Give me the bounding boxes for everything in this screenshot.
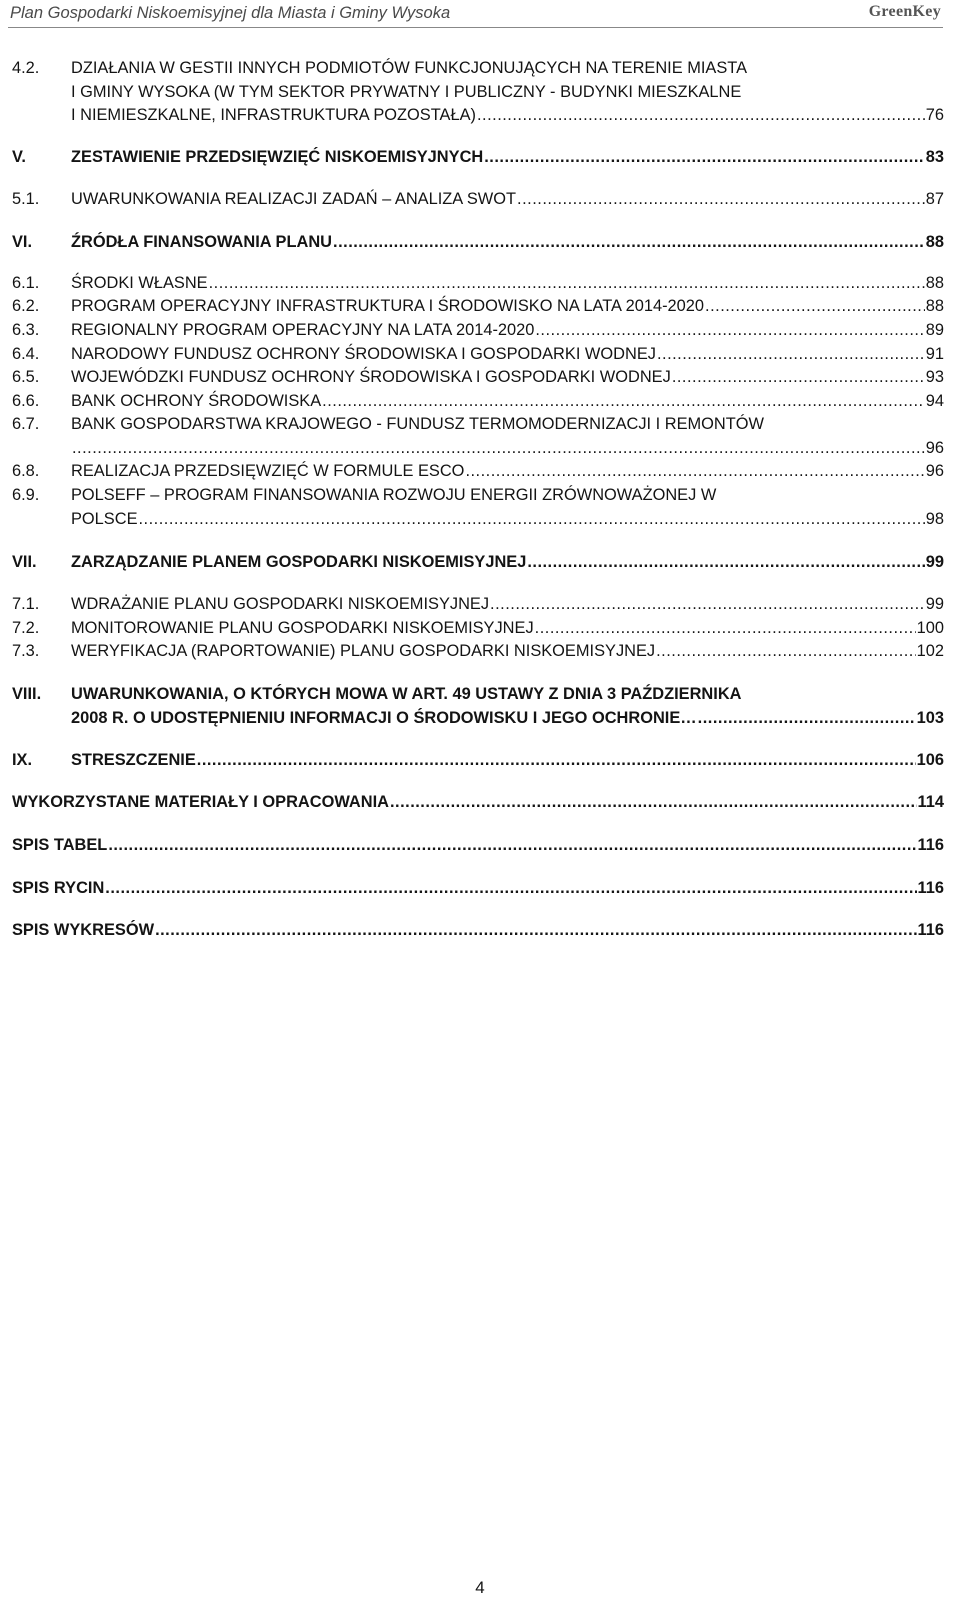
toc-number: 5.1. — [12, 190, 40, 208]
toc-number: 6.6. — [12, 392, 40, 410]
toc-number: 7.1. — [12, 595, 40, 613]
toc-page: 99 — [925, 595, 944, 613]
toc-title-line: UWARUNKOWANIA REALIZACJI ZADAŃ – ANALIZA SWOT — [71, 190, 517, 208]
toc-page: 116 — [917, 921, 944, 939]
toc-number: 7.2. — [12, 619, 40, 637]
toc-page: 93 — [925, 368, 944, 386]
dot-leader — [209, 272, 925, 296]
dot-leader — [490, 593, 925, 617]
toc-title-line: WYKORZYSTANE MATERIAŁY I OPRACOWANIA — [12, 793, 389, 811]
toc-page: 91 — [925, 345, 944, 363]
dot-leader — [698, 707, 916, 731]
toc-title-line: NARODOWY FUNDUSZ OCHRONY ŚRODOWISKA I GOSPODARKI WODNEJ — [71, 345, 656, 363]
toc-page: 88 — [925, 233, 944, 251]
toc-title-line: WDRAŻANIE PLANU GOSPODARKI NISKOEMISYJNEJ — [71, 595, 490, 613]
toc-title-line: UWARUNKOWANIA, O KTÓRYCH MOWA W ART. 49 USTAWY Z DNIA 3 PAŹDZIERNIKA — [71, 685, 742, 703]
toc-number: VI. — [12, 233, 33, 251]
toc-title-line: 2008 R. O UDOSTĘPNIENIU INFORMACJI O ŚRODOWISKU I JEGO OCHRONIE… — [71, 708, 697, 727]
toc-title-line: REGIONALNY PROGRAM OPERACYJNY NA LATA 2014-2020 — [71, 321, 535, 339]
dot-leader — [477, 104, 925, 128]
toc-page: 98 — [925, 509, 944, 528]
toc-title-line: ŹRÓDŁA FINANSOWANIA PLANU — [71, 233, 333, 251]
dot-leader — [197, 749, 916, 773]
dot-leader — [535, 319, 924, 343]
dot-leader — [656, 640, 916, 664]
toc-page: 96 — [925, 438, 944, 457]
toc-title-line: POLSEFF – PROGRAM FINANSOWANIA ROZWOJU ENERGII ZRÓWNOWAŻONEJ W — [71, 486, 717, 504]
toc-page: 76 — [925, 106, 944, 124]
header-title: Plan Gospodarki Niskoemisyjnej dla Miasta i Gminy Wysoka — [10, 4, 451, 22]
toc-number: VII. — [12, 553, 37, 571]
dot-leader — [527, 551, 924, 575]
toc-number: 6.4. — [12, 345, 40, 363]
page-number: 4 — [475, 1578, 485, 1597]
toc-number: 6.8. — [12, 462, 40, 480]
toc-page: 100 — [916, 619, 944, 637]
dot-leader — [108, 834, 916, 858]
toc-page: 88 — [925, 274, 944, 292]
toc-page: 114 — [917, 793, 944, 811]
toc-title-line: WERYFIKACJA (RAPORTOWANIE) PLANU GOSPODARKI NISKOEMISYJNEJ — [71, 642, 656, 660]
toc-page: 88 — [925, 297, 944, 315]
dot-leader — [333, 231, 925, 255]
toc-title-line: POLSCE — [71, 509, 138, 528]
toc-title-line: ZARZĄDZANIE PLANEM GOSPODARKI NISKOEMISYJNEJ — [71, 553, 527, 571]
toc-title-line: REALIZACJA PRZEDSIĘWZIĘĆ W FORMULE ESCO — [71, 462, 465, 480]
toc-page: 103 — [916, 708, 944, 727]
dot-leader — [484, 146, 925, 170]
toc-title-line: DZIAŁANIA W GESTII INNYCH PODMIOTÓW FUNKCJONUJĄCYCH NA TERENIE MIASTA — [71, 59, 748, 77]
toc-page: 96 — [925, 462, 944, 480]
dot-leader — [657, 343, 925, 367]
dot-leader — [517, 188, 925, 212]
toc-page: 102 — [916, 642, 944, 660]
toc-number: V. — [12, 148, 26, 166]
header-divider — [8, 27, 943, 28]
toc-number: 6.2. — [12, 297, 40, 315]
page-header — [8, 0, 943, 32]
toc-number: IX. — [12, 751, 33, 769]
toc-page: 116 — [917, 879, 944, 897]
toc-title-line: MONITOROWANIE PLANU GOSPODARKI NISKOEMISYJNEJ — [71, 619, 534, 637]
dot-leader — [705, 295, 925, 319]
dot-leader — [322, 390, 925, 414]
dot-leader — [105, 877, 916, 901]
greenkey-logo: GreenKey — [868, 3, 941, 20]
dot-leader — [72, 437, 925, 461]
toc-page: 87 — [925, 190, 944, 208]
dot-leader — [139, 508, 925, 532]
dot-leader — [535, 617, 916, 641]
dot-leader — [390, 791, 917, 815]
toc-number: 6.7. — [12, 415, 40, 433]
toc-page: 106 — [916, 751, 944, 769]
dot-leader — [465, 460, 924, 484]
toc-page: 83 — [925, 148, 944, 166]
toc-title-line: WOJEWÓDZKI FUNDUSZ OCHRONY ŚRODOWISKA I GOSPODARKI WODNEJ — [71, 368, 671, 386]
toc-title-line: STRESZCZENIE — [71, 751, 196, 769]
toc-page: 116 — [917, 836, 944, 854]
toc-title-line: SPIS RYCIN — [12, 879, 105, 897]
toc-number: 6.3. — [12, 321, 40, 339]
toc-title-line: SPIS TABEL — [12, 836, 108, 854]
toc-title-line: ZESTAWIENIE PRZEDSIĘWZIĘĆ NISKOEMISYJNYCH — [71, 148, 484, 166]
toc-number: 7.3. — [12, 642, 40, 660]
toc-number: 6.1. — [12, 274, 40, 292]
toc-number: VIII. — [12, 685, 42, 703]
toc-title-line: I GMINY WYSOKA (W TYM SEKTOR PRYWATNY I PUBLICZNY - BUDYNKI MIESZKALNE — [71, 82, 742, 101]
toc-number: 6.9. — [12, 486, 40, 504]
toc-page: 89 — [925, 321, 944, 339]
toc-title-line: BANK OCHRONY ŚRODOWISKA — [71, 392, 322, 410]
toc-number: 4.2. — [12, 59, 40, 77]
toc-page: 94 — [925, 392, 944, 410]
toc-title-line: ŚRODKI WŁASNE — [71, 274, 208, 292]
toc-title-line: I NIEMIESZKALNE, INFRASTRUKTURA POZOSTAŁA) — [71, 106, 476, 124]
toc-title-line: BANK GOSPODARSTWA KRAJOWEGO - FUNDUSZ TERMOMODERNIZACJI I REMONTÓW — [71, 415, 764, 433]
toc-page: 99 — [925, 553, 944, 571]
dot-leader — [672, 366, 925, 390]
toc-number: 6.5. — [12, 368, 40, 386]
dot-leader — [155, 919, 916, 943]
toc-title-line: PROGRAM OPERACYJNY INFRASTRUKTURA I ŚRODOWISKO NA LATA 2014-2020 — [71, 297, 705, 315]
toc-title-line: SPIS WYKRESÓW — [12, 921, 155, 939]
